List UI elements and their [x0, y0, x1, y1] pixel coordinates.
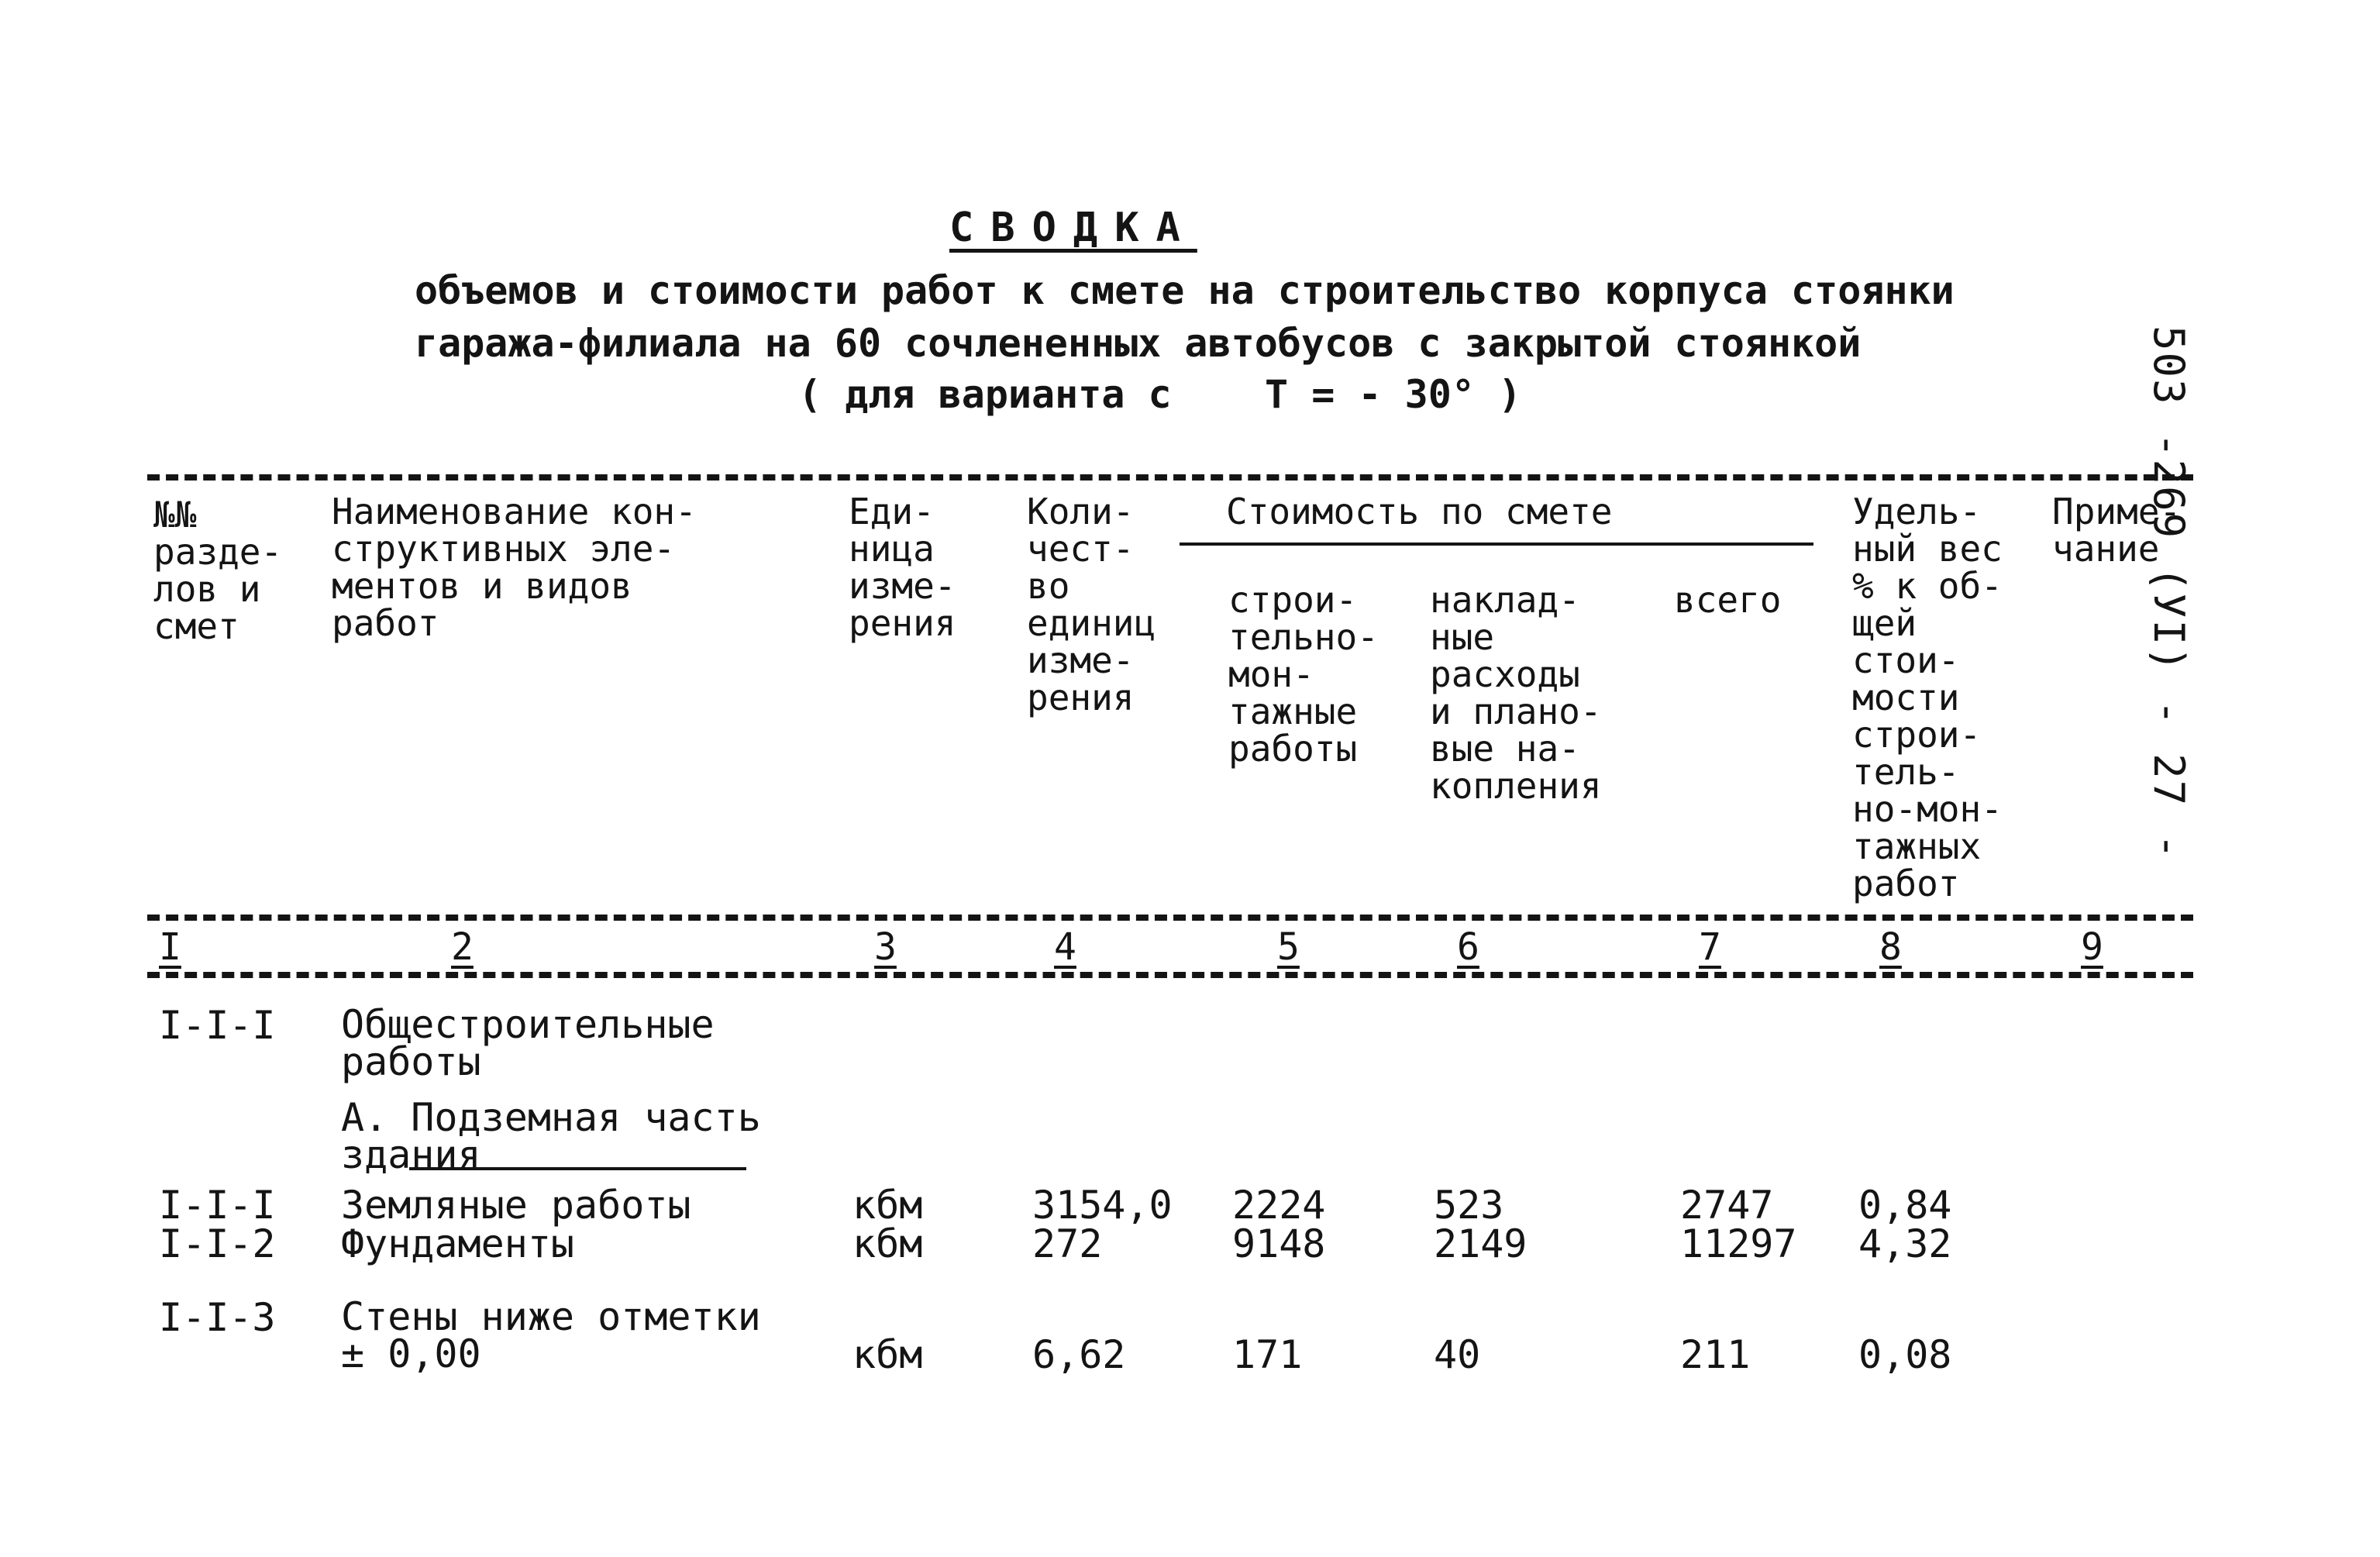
header-share: Удель- ный вес % к об- щей стои- мости строи- тель- но-мон- тажных работ	[1852, 491, 2003, 904]
row-construction-cost: 9148	[1232, 1221, 1326, 1266]
row-unit: кбм	[852, 1332, 923, 1377]
subtitle-line-3: ( для варианта с Т = - 30° )	[798, 372, 1522, 417]
row-name: Земляные работы	[341, 1183, 691, 1228]
row-unit: кбм	[852, 1183, 923, 1228]
column-number-1: I	[159, 925, 181, 969]
row-overhead: 523	[1434, 1183, 1504, 1228]
row-overhead: 2149	[1434, 1221, 1528, 1266]
row-total: 11297	[1680, 1221, 1797, 1266]
column-number-4: 4	[1054, 925, 1076, 969]
row-overhead: 40	[1434, 1332, 1481, 1377]
column-number-5: 5	[1277, 925, 1300, 969]
row-share: 0,84	[1858, 1183, 1952, 1228]
header-section-number: №№ разде- лов и смет	[153, 494, 283, 647]
subsection-title: А. Подземная часть здания	[341, 1095, 761, 1177]
subtitle-line-1: объемов и стоимости работ к смете на строительство корпуса стоянки	[415, 268, 1955, 313]
row-share: 0,08	[1858, 1332, 1952, 1377]
row-quantity: 3154,0	[1032, 1183, 1173, 1228]
column-number-8: 8	[1879, 925, 1902, 969]
header-quantity: Коли- чест- во единиц изме- рения	[1027, 491, 1156, 718]
row-total: 2747	[1680, 1183, 1774, 1228]
side-document-number: 503 -269 (УI) - 27 -	[2144, 326, 2193, 861]
section-name: Общестроительные работы	[341, 1002, 715, 1084]
column-number-6: 6	[1457, 925, 1479, 969]
header-overhead: наклад- ные расходы и плано- вые на- копления	[1430, 579, 1602, 807]
header-total: всего	[1674, 579, 1782, 621]
row-quantity: 6,62	[1032, 1332, 1126, 1377]
subtitle-line-2: гаража-филиала на 60 сочлененных автобусов с закрытой стоянкой	[415, 321, 1862, 366]
column-number-3: 3	[874, 925, 897, 969]
row-total: 211	[1680, 1332, 1751, 1377]
column-number-2: 2	[451, 925, 474, 969]
column-number-7: 7	[1699, 925, 1721, 969]
row-code: I-I-3	[159, 1295, 276, 1340]
row-unit: кбм	[852, 1221, 923, 1266]
row-name: Фундаменты	[341, 1221, 575, 1266]
row-quantity: 272	[1032, 1221, 1103, 1266]
subsection-underline	[409, 1167, 746, 1170]
cost-group-rule	[1180, 543, 1813, 546]
column-numbers-rule	[147, 972, 2193, 978]
header-construction-works: строи- тельно- мон- тажные работы	[1228, 579, 1379, 770]
column-number-9: 9	[2081, 925, 2103, 969]
section-code: I-I-I	[159, 1003, 276, 1048]
table-top-rule	[147, 474, 2193, 481]
document-title: СВОДКА	[949, 205, 1197, 251]
header-bottom-rule	[147, 915, 2193, 921]
header-element-name: Наименование кон- структивных эле- ментов и видов работ	[332, 491, 697, 644]
row-code: I-I-2	[159, 1221, 276, 1266]
row-name: Стены ниже отметки ± 0,00	[341, 1294, 761, 1376]
row-code: I-I-I	[159, 1183, 276, 1228]
row-construction-cost: 171	[1232, 1332, 1303, 1377]
row-share: 4,32	[1858, 1221, 1952, 1266]
row-construction-cost: 2224	[1232, 1183, 1326, 1228]
header-unit: Еди- ница изме- рения	[849, 491, 956, 644]
header-note: Приме- чание	[2052, 491, 2182, 570]
header-cost-group: Стоимость по смете	[1226, 491, 1613, 532]
